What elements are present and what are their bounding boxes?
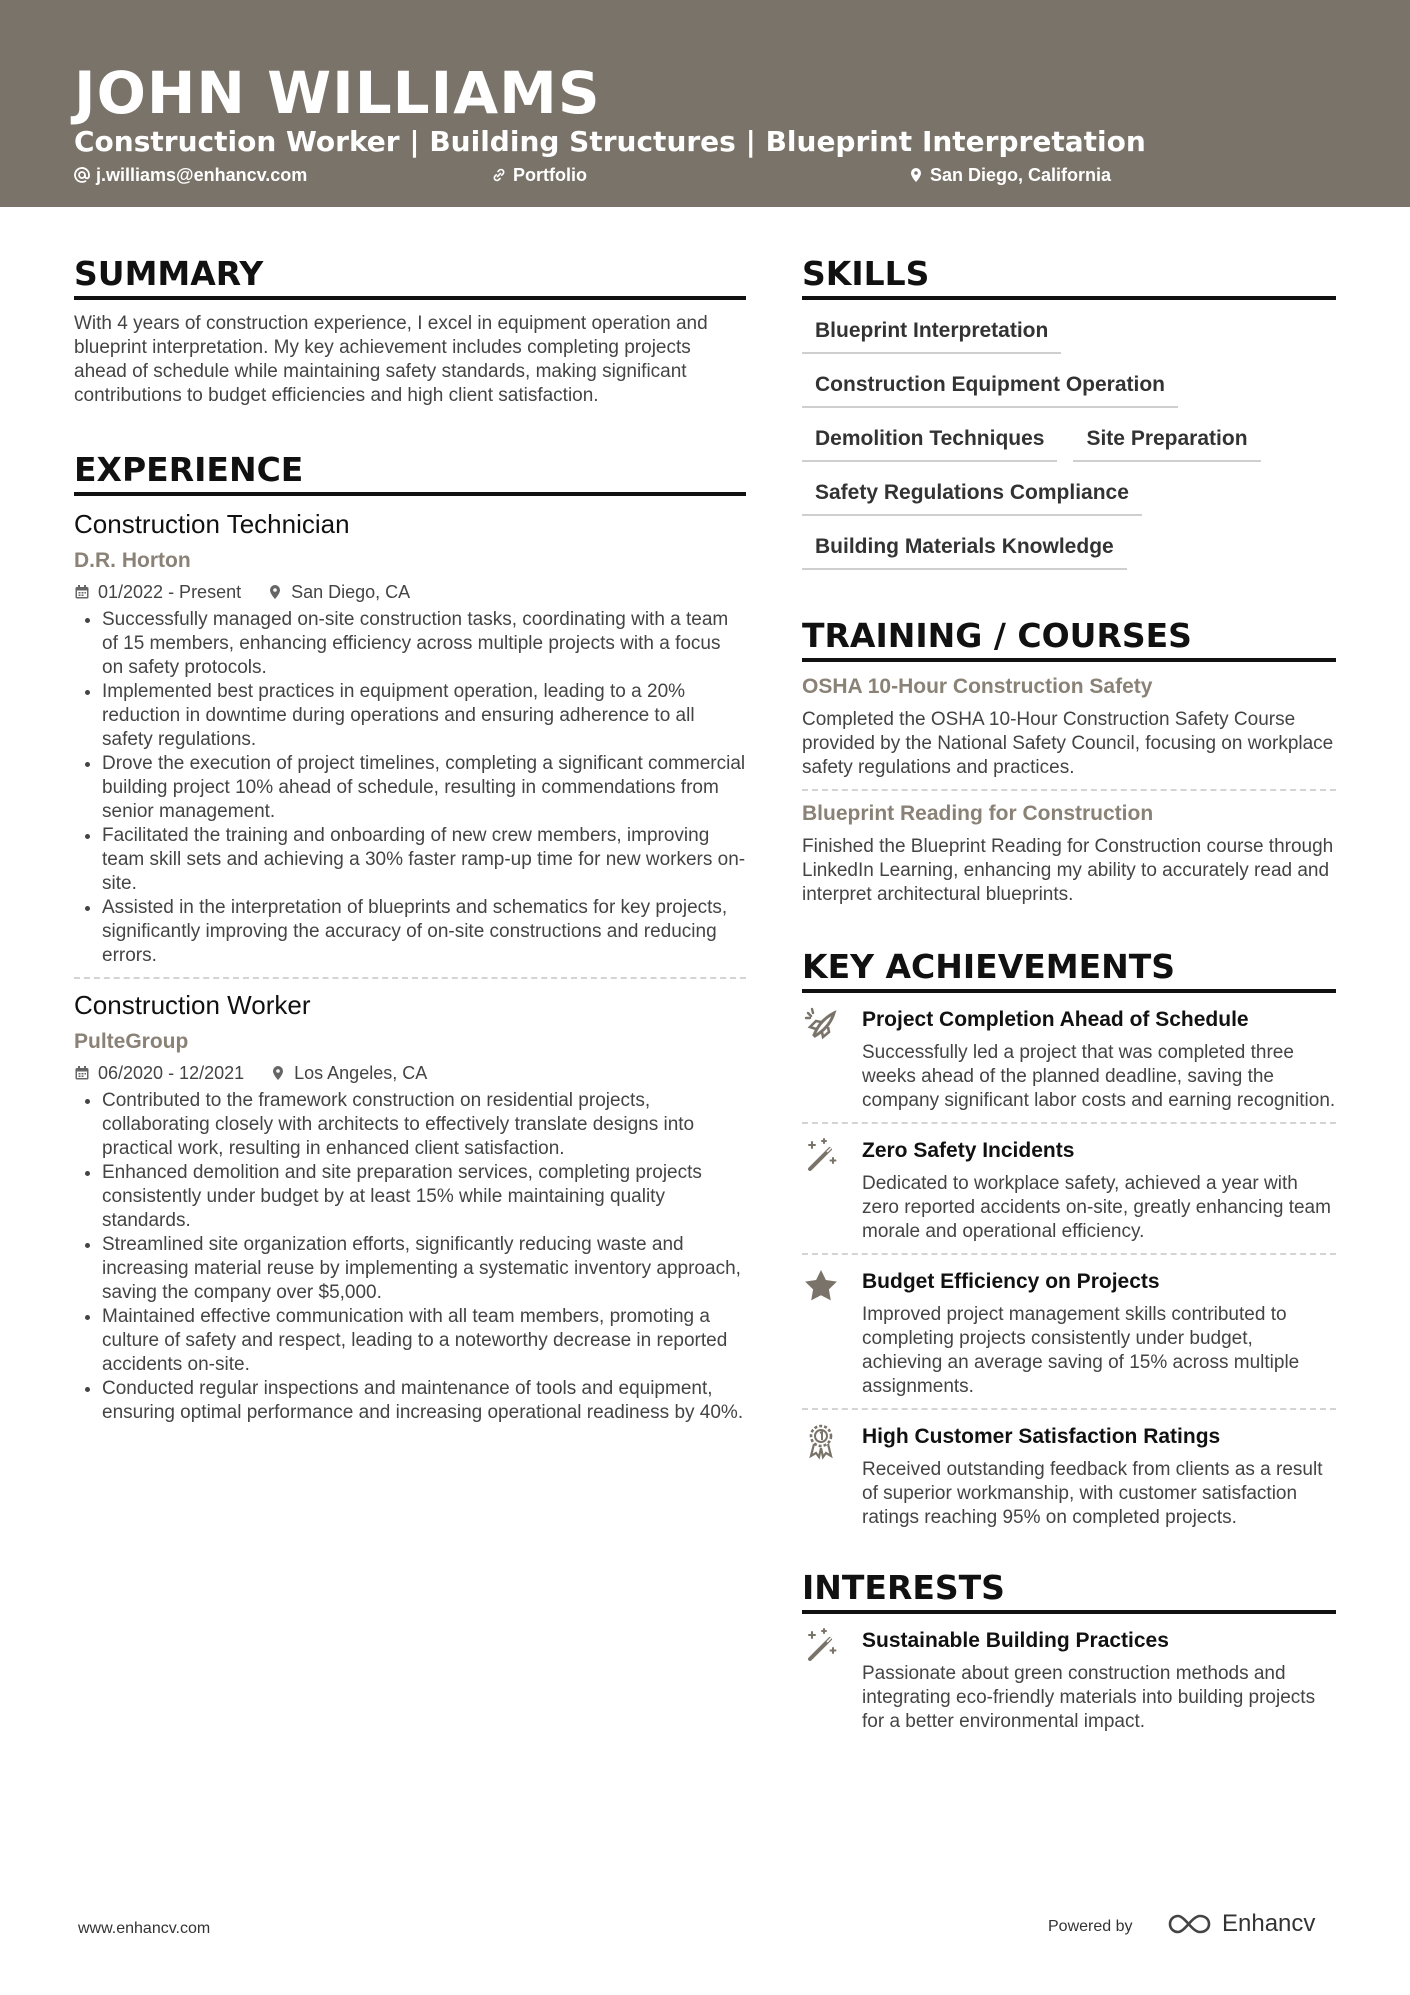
- experience-section: [74, 450, 746, 1425]
- achievement-description: Successfully led a project that was completed three weeks ahead of the planned deadline, saving the company significant labor costs and earning recognition.: [862, 1042, 1336, 1111]
- job-bullet: • Drove the execution of project timelines, completing a significant commercial building project 10% ahead of schedule, resulting in commendations from senior management.: [102, 752, 746, 824]
- skill-tag: Site Preparation: [1073, 420, 1260, 462]
- skills-list: [802, 312, 1336, 582]
- calendar-icon: [74, 1065, 90, 1081]
- achievement-title: Budget Efficiency on Projects: [862, 1270, 1160, 1293]
- job-entry: [74, 508, 746, 968]
- job-meta: [74, 580, 746, 604]
- job-bullet: • Assisted in the interpretation of blueprints and schematics for key projects, significantly improving the accuracy of on-site constructions and reducing errors.: [102, 896, 746, 968]
- contact-portfolio-text: Portfolio: [513, 165, 587, 185]
- course-entry: [802, 674, 1336, 780]
- location-pin-icon: [267, 584, 283, 600]
- summary-section: [74, 254, 746, 408]
- job-bullets: [74, 608, 746, 968]
- star-icon: [802, 1265, 862, 1399]
- job-dates-text: 01/2022 - Present: [98, 582, 242, 602]
- link-icon: [491, 167, 507, 183]
- candidate-headline: Construction Worker | Building Structures | Blueprint Interpretation: [74, 125, 1146, 158]
- contact-location-text: San Diego, California: [930, 165, 1112, 185]
- contact-email[interactable]: [74, 163, 307, 187]
- enhancv-brand-text: Enhancv: [1222, 1910, 1316, 1937]
- achievement-title: Zero Safety Incidents: [862, 1139, 1075, 1162]
- contact-location: [908, 163, 1111, 187]
- job-bullet: • Successfully managed on-site construction tasks, coordinating with a team of 15 members, enhancing efficiency across multiple projects with a focus on safety protocols.: [102, 608, 746, 680]
- calendar-icon: [74, 584, 90, 600]
- footer-website-link[interactable]: www.enhancv.com: [78, 1920, 211, 1937]
- training-heading: TRAINING / COURSES: [802, 616, 1336, 662]
- achievement-entry: [802, 1134, 1336, 1244]
- interest-description: Passionate about green construction methods and integrating eco-friendly materials into building projects for a better environmental impact.: [862, 1663, 1316, 1732]
- entry-divider: [802, 1253, 1336, 1255]
- contact-email-text: j.williams@enhancv.com: [96, 165, 308, 185]
- job-title: Construction Worker: [74, 990, 311, 1020]
- magic-wand-icon: [802, 1624, 862, 1734]
- job-bullet: • Streamlined site organization efforts, significantly reducing waste and increasing material reuse by implementing a systematic inventory approach, saving the company over $5,000.: [102, 1233, 746, 1305]
- course-description: Finished the Blueprint Reading for Construction course through LinkedIn Learning, enhancing my ability to accurately read and interpret architectural blueprints.: [802, 836, 1334, 905]
- job-bullet: • Maintained effective communication with all team members, promoting a culture of safety and respect, leading to a noteworthy decrease in reported accidents on-site.: [102, 1305, 746, 1377]
- skill-tag: Safety Regulations Compliance: [802, 474, 1142, 516]
- interest-title: Sustainable Building Practices: [862, 1629, 1169, 1652]
- job-title: Construction Technician: [74, 509, 350, 539]
- job-bullet: • Enhanced demolition and site preparation services, completing projects consistently under budget by at least 15% while maintaining quality standards.: [102, 1161, 746, 1233]
- job-location-text: Los Angeles, CA: [294, 1063, 428, 1083]
- entry-divider: [74, 977, 746, 979]
- achievements-heading: KEY ACHIEVEMENTS: [802, 947, 1336, 993]
- job-entry: [74, 989, 746, 1425]
- achievement-entry: [802, 1003, 1336, 1113]
- course-title: Blueprint Reading for Construction: [802, 802, 1154, 825]
- resume-header: [0, 0, 1410, 207]
- job-location: [270, 1061, 427, 1085]
- job-meta: [74, 1061, 746, 1085]
- location-pin-icon: [270, 1065, 286, 1081]
- job-bullet: • Conducted regular inspections and maintenance of tools and equipment, ensuring optimal performance and increasing operational readiness by 40%.: [102, 1377, 746, 1425]
- course-title: OSHA 10-Hour Construction Safety: [802, 675, 1153, 698]
- entry-divider: [802, 789, 1336, 791]
- job-bullet: • Contributed to the framework construction on residential projects, collaborating closely with architects to effectively translate designs into practical work, resulting in enhanced client satisfaction.: [102, 1089, 746, 1161]
- course-description: Completed the OSHA 10-Hour Construction Safety Course provided by the National Safety Council, focusing on workplace safety regulations and practices.: [802, 709, 1334, 778]
- entry-divider: [802, 1408, 1336, 1410]
- achievements-section: [802, 947, 1336, 1530]
- achievement-title: High Customer Satisfaction Ratings: [862, 1425, 1221, 1448]
- skill-tag: Construction Equipment Operation: [802, 366, 1178, 408]
- achievement-description: Dedicated to workplace safety, achieved a year with zero reported accidents on-site, greatly enhancing team morale and operational efficiency.: [862, 1173, 1331, 1242]
- job-dates-text: 06/2020 - 12/2021: [98, 1063, 245, 1083]
- interest-entry: [802, 1624, 1336, 1734]
- company-name: PulteGroup: [74, 1030, 189, 1053]
- at-icon: [74, 167, 90, 183]
- job-dates: [74, 580, 241, 604]
- magic-wand-icon: [802, 1134, 862, 1244]
- right-column: [802, 254, 1336, 1734]
- award-ribbon-icon: [802, 1420, 862, 1530]
- footer-powered-by: Powered by: [1048, 1918, 1133, 1935]
- job-bullet: • Implemented best practices in equipment operation, leading to a 20% reduction in downtime during operations and ensuring adherence to all safety regulations.: [102, 680, 746, 752]
- left-column: [74, 254, 746, 1425]
- job-location-text: San Diego, CA: [291, 582, 411, 602]
- summary-heading: SUMMARY: [74, 254, 746, 300]
- enhancv-logo[interactable]: [1166, 1910, 1315, 1938]
- skills-section: [802, 254, 1336, 582]
- rocket-icon: [802, 1003, 862, 1113]
- job-location: [267, 580, 410, 604]
- job-dates: [74, 1061, 244, 1085]
- job-bullets: [74, 1089, 746, 1425]
- achievement-entry: [802, 1420, 1336, 1530]
- training-section: [802, 616, 1336, 907]
- contact-portfolio-link[interactable]: [491, 163, 587, 187]
- location-pin-icon: [908, 167, 924, 183]
- job-bullet: • Facilitated the training and onboarding of new crew members, improving team skill sets and achieving a 30% faster ramp-up time for new workers on-site.: [102, 824, 746, 896]
- course-entry: [802, 801, 1336, 907]
- company-name: D.R. Horton: [74, 549, 191, 572]
- enhancv-logo-icon: [1166, 1911, 1214, 1937]
- entry-divider: [802, 1122, 1336, 1124]
- skill-tag: Building Materials Knowledge: [802, 528, 1127, 570]
- interests-heading: INTERESTS: [802, 1568, 1336, 1614]
- skills-heading: SKILLS: [802, 254, 1336, 300]
- achievement-title: Project Completion Ahead of Schedule: [862, 1008, 1249, 1031]
- achievement-description: Improved project management skills contributed to completing projects consistently under budget, achieving an average saving of 15% across multiple assignments.: [862, 1304, 1300, 1397]
- interests-section: [802, 1568, 1336, 1734]
- candidate-name: JOHN WILLIAMS: [74, 59, 601, 127]
- skill-tag: Blueprint Interpretation: [802, 312, 1061, 354]
- achievement-description: Received outstanding feedback from clients as a result of superior workmanship, with customer satisfaction ratings reaching 95% on completed projects.: [862, 1459, 1323, 1528]
- achievement-entry: [802, 1265, 1336, 1399]
- experience-heading: EXPERIENCE: [74, 450, 746, 496]
- skill-tag: Demolition Techniques: [802, 420, 1057, 462]
- summary-text: With 4 years of construction experience, I excel in equipment operation and blueprint interpretation. My key achievement includes completing projects ahead of schedule while maintaining safety standards, making significant contributions to budget efficiencies and high client satisfaction.: [74, 313, 708, 406]
